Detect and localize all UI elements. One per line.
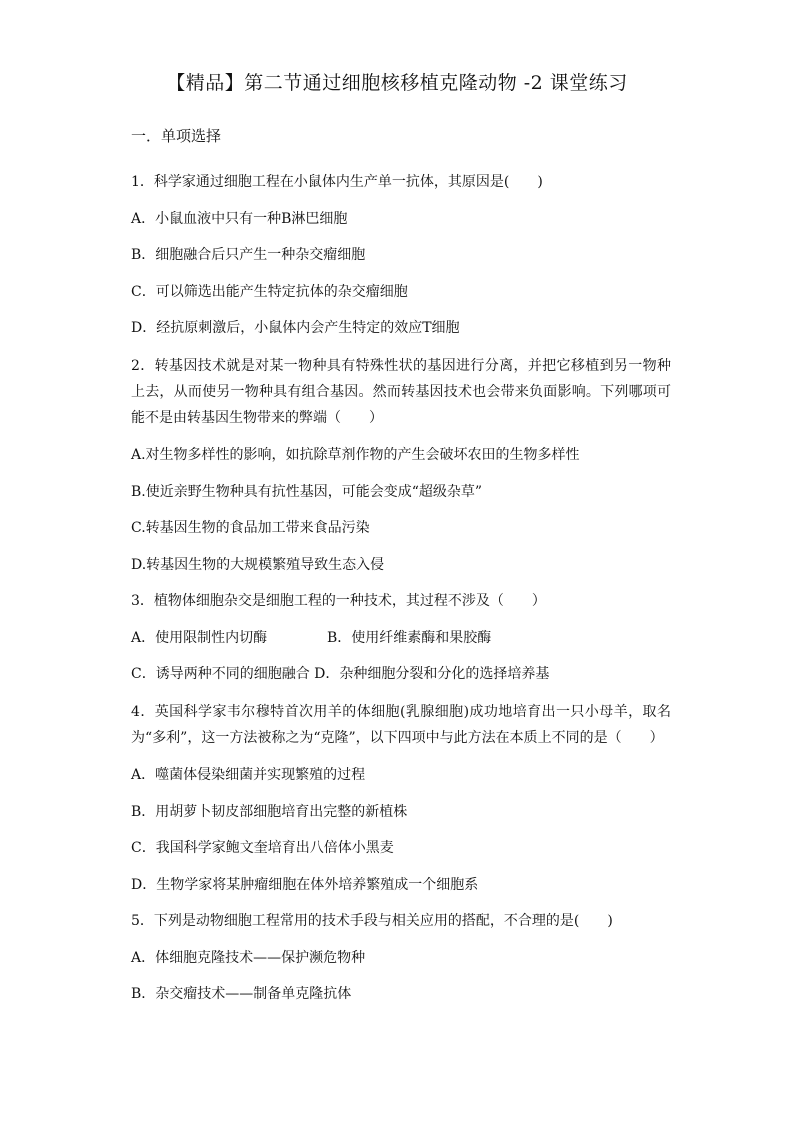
question-stem: 2．转基因技术就是对某一物种具有特殊性状的基因进行分离，并把它移植到另一物种上去，从而使另一物种具有组合基因。然而转基因技术也会带来负面影响。下列哪项可能不是由转基因生物带来的弊端（ ） [131,357,671,426]
question-5 [131,909,671,1006]
option-a: A．体细胞克隆技术——保护濒危物种 [131,949,366,966]
option-d: D.转基因生物的大规模繁殖导致生态入侵 [131,556,385,573]
option-a: A．小鼠血液中只有一种B淋巴细胞 [131,210,348,227]
section-heading: 一．单项选择 [131,127,222,145]
question-stem: 4．英国科学家韦尔穆特首次用羊的体细胞(乳腺细胞)成功地培育出一只小母羊，取名为“多利”，这一方法被称之为“克隆”，以下四项中与此方法在本质上不同的是（ ） [131,703,671,746]
question-stem: 3．植物体细胞杂交是细胞工程的一种技术，其过程不涉及（ ） [131,593,546,609]
question-stem: 1．科学家通过细胞工程在小鼠体内生产单一抗体，其原因是( ) [131,174,543,190]
question-stem: 5．下列是动物细胞工程常用的技术手段与相关应用的搭配，不合理的是( ) [131,913,613,929]
question-list [131,170,671,1006]
option-b: B．细胞融合后只产生一种杂交瘤细胞 [131,247,366,263]
option-a: A．噬菌体侵染细菌并实现繁殖的过程 [131,767,366,783]
question-4 [131,699,671,910]
option-c: C．我国科学家鲍文奎培育出八倍体小黑麦 [131,840,394,856]
option-a: A.对生物多样性的影响，如抗除草剂作物的产生会破坏农田的生物多样性 [131,447,580,463]
option-b: B.使近亲野生物种具有抗性基因，可能会变成“超级杂草” [131,483,483,500]
option-d: D．经抗原刺激后，小鼠体内会产生特定的效应T细胞 [131,320,460,336]
option-b: B．使用纤维素酶和果胶酶 [327,629,492,646]
option-b: B．杂交瘤技术——制备单克隆抗体 [131,986,352,1002]
option-c: C.转基因生物的食品加工带来食品污染 [131,520,370,536]
option-b: B．用胡萝卜韧皮部细胞培育出完整的新植株 [131,803,408,820]
option-d: D．生物学家将某肿瘤细胞在体外培养繁殖成一个细胞系 [131,876,479,893]
option-d: D．杂种细胞分裂和分化的选择培养基 [314,666,550,682]
option-c: C．可以筛选出能产生特定抗体的杂交瘤细胞 [131,283,408,300]
option-row-ab [131,626,671,650]
option-c: C．诱导两种不同的细胞融合 [131,666,310,682]
question-1 [131,170,671,353]
question-2 [131,353,671,590]
option-row-cd [131,662,671,686]
document-title: 【精品】第二节通过细胞核移植克隆动物 -2 课堂练习 [166,72,628,94]
option-a: A．使用限制性内切酶 [131,629,268,646]
question-3 [131,589,671,699]
